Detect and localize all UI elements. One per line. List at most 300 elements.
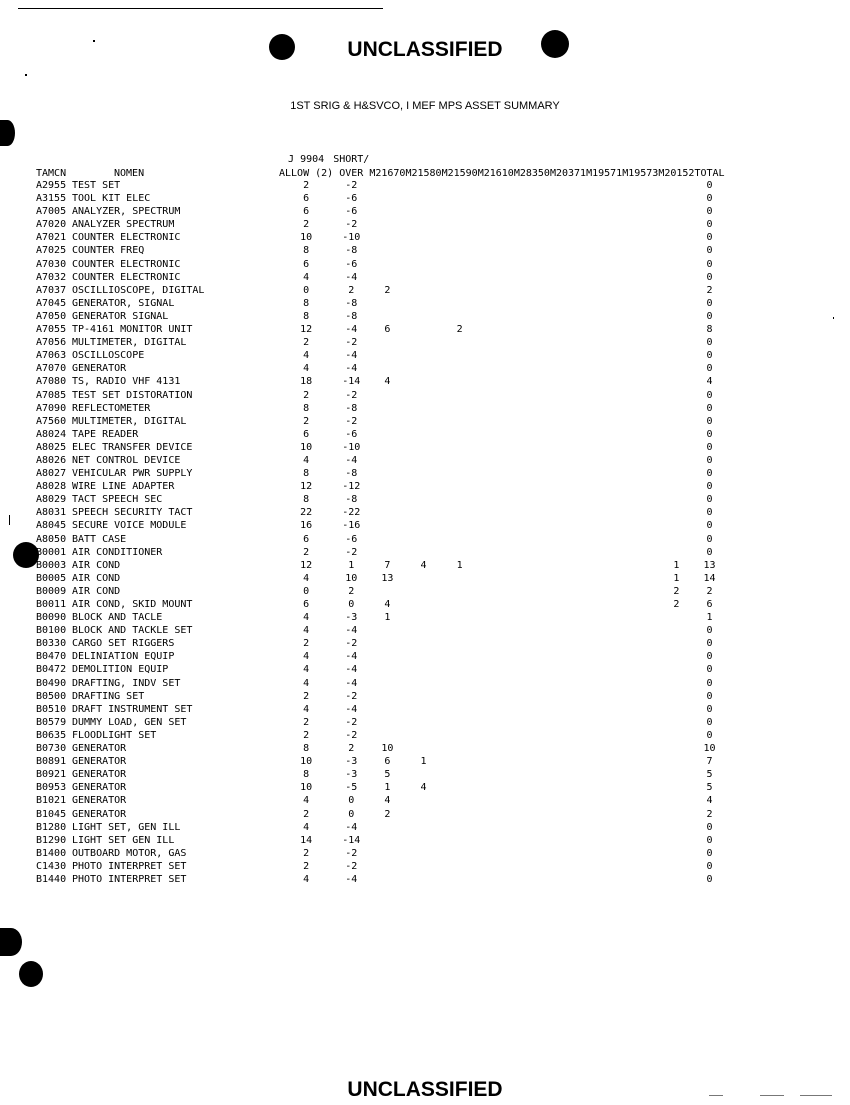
total-cell: 0: [706, 873, 713, 885]
m21580-cell: [405, 769, 441, 782]
m21580-cell: [405, 586, 441, 599]
short-over-cell: -4: [345, 821, 358, 833]
m28350-cell: [514, 298, 550, 311]
m19573-cell: [622, 219, 658, 232]
total-cell: 0: [706, 651, 713, 663]
m28350-cell: [514, 756, 550, 769]
m21580-cell: [405, 193, 441, 206]
nomen-cell: PHOTO INTERPRET SET: [72, 873, 187, 885]
m21610-cell: [478, 337, 514, 350]
m21670-cell: 2: [384, 284, 391, 296]
header-m20152: M20152: [658, 167, 695, 179]
short-over-cell: -8: [345, 402, 358, 414]
m21670-cell: 6: [384, 324, 391, 336]
total-cell: 4: [706, 795, 713, 807]
short-over-cell: -2: [345, 415, 358, 427]
tamcn-cell: B1400: [36, 847, 67, 859]
m21670-cell: 6: [384, 756, 391, 768]
table-row: [36, 429, 725, 442]
m21610-cell: [478, 324, 514, 337]
m20371-cell: [550, 403, 586, 416]
nomen-cell: BLOCK AND TACLE: [72, 612, 163, 624]
m21590-cell: [442, 573, 478, 586]
m20371-cell: [550, 612, 586, 625]
table-row: [36, 861, 725, 874]
m21670-cell: [369, 481, 405, 494]
allow-cell: 6: [303, 258, 310, 270]
table-row: [36, 534, 725, 547]
m21580-cell: [405, 259, 441, 272]
short-over-cell: -8: [345, 468, 358, 480]
m19573-cell: [622, 468, 658, 481]
m20152-cell: [658, 717, 694, 730]
m21580-cell: [405, 285, 441, 298]
m21610-cell: [478, 599, 514, 612]
m21670-cell: [369, 416, 405, 429]
m21610-cell: [478, 520, 514, 533]
m20152-cell: [658, 520, 694, 533]
m21670-cell: 2: [384, 808, 391, 820]
short-over-cell: -4: [345, 324, 358, 336]
nomen-cell: MULTIMETER, DIGITAL: [72, 415, 187, 427]
m19571-cell: [586, 298, 622, 311]
table-row: [36, 717, 725, 730]
short-over-cell: 1: [348, 559, 355, 571]
m21580-cell: [405, 337, 441, 350]
allow-cell: 12: [300, 481, 313, 493]
m21590-cell: [442, 416, 478, 429]
m21670-cell: [369, 180, 405, 193]
tamcn-cell: B1021: [36, 795, 67, 807]
m20152-cell: [658, 743, 694, 756]
tamcn-cell: A7025: [36, 245, 67, 257]
m21670-cell: [369, 403, 405, 416]
m19573-cell: [622, 730, 658, 743]
table-row: [36, 874, 725, 887]
m20371-cell: [550, 534, 586, 547]
m21610-cell: [478, 704, 514, 717]
m21590-cell: [442, 259, 478, 272]
m19573-cell: [622, 285, 658, 298]
m28350-cell: [514, 664, 550, 677]
allow-cell: 2: [303, 690, 310, 702]
m21590-cell: [442, 219, 478, 232]
m19571-cell: [586, 324, 622, 337]
m21610-cell: [478, 390, 514, 403]
m20371-cell: [550, 691, 586, 704]
allow-cell: 14: [300, 834, 313, 846]
m21610-cell: [478, 848, 514, 861]
m20152-cell: [658, 298, 694, 311]
m20371-cell: [550, 822, 586, 835]
m20371-cell: [550, 259, 586, 272]
total-cell: 0: [706, 507, 713, 519]
m21580-cell: [405, 298, 441, 311]
m20152-cell: [658, 390, 694, 403]
m20371-cell: [550, 664, 586, 677]
m21670-cell: [369, 193, 405, 206]
m21670-cell: [369, 730, 405, 743]
short-over-cell: -2: [345, 716, 358, 728]
m28350-cell: [514, 625, 550, 638]
nomen-cell: GENERATOR: [72, 808, 127, 820]
m21610-cell: [478, 638, 514, 651]
m21590-cell: [442, 520, 478, 533]
m21610-cell: [478, 625, 514, 638]
total-cell: 0: [706, 847, 713, 859]
short-over-cell: -2: [345, 180, 358, 191]
tamcn-cell: B0005: [36, 572, 67, 584]
m20152-cell: [658, 835, 694, 848]
m19573-cell: [622, 795, 658, 808]
m20371-cell: [550, 717, 586, 730]
m21590-cell: [442, 678, 478, 691]
nomen-cell: DRAFTING, INDV SET: [72, 677, 181, 689]
tamcn-cell: B0090: [36, 612, 67, 624]
allow-cell: 12: [300, 324, 313, 336]
total-cell: 0: [706, 428, 713, 440]
short-over-cell: -14: [342, 376, 361, 388]
m19573-cell: [622, 599, 658, 612]
m19571-cell: [586, 350, 622, 363]
m21610-cell: [478, 245, 514, 258]
allow-cell: 6: [303, 533, 310, 545]
m28350-cell: [514, 599, 550, 612]
m19571-cell: [586, 455, 622, 468]
allow-cell: 4: [303, 612, 310, 624]
m19571-cell: [586, 285, 622, 298]
tamcn-cell: B0472: [36, 664, 67, 676]
table-row: [36, 520, 725, 533]
m19571-cell: [586, 494, 622, 507]
m20371-cell: [550, 481, 586, 494]
total-cell: 10: [703, 743, 716, 755]
m21580-cell: [405, 520, 441, 533]
tamcn-cell: A2955: [36, 180, 67, 191]
m21580-cell: [405, 795, 441, 808]
m21580-cell: [405, 468, 441, 481]
short-over-cell: -4: [345, 677, 358, 689]
nomen-cell: AIR COND: [72, 572, 121, 584]
m21670-cell: [369, 219, 405, 232]
allow-cell: 4: [303, 271, 310, 283]
m21670-cell: [369, 363, 405, 376]
allow-cell: 2: [303, 847, 310, 859]
m19571-cell: [586, 259, 622, 272]
m20152-cell: [658, 874, 694, 887]
m20152-cell: 1: [673, 572, 680, 584]
nomen-cell: BLOCK AND TACKLE SET: [72, 625, 193, 637]
m20371-cell: [550, 730, 586, 743]
m21590-cell: [442, 586, 478, 599]
m19571-cell: [586, 429, 622, 442]
m19571-cell: [586, 481, 622, 494]
m21580-cell: [405, 376, 441, 389]
m28350-cell: [514, 520, 550, 533]
m21580-cell: [405, 442, 441, 455]
m21590-cell: [442, 822, 478, 835]
short-over-cell: -2: [345, 219, 358, 231]
total-cell: 2: [706, 808, 713, 820]
table-row: [36, 678, 725, 691]
m21590-cell: [442, 298, 478, 311]
short-over-cell: -8: [345, 245, 358, 257]
m21580-cell: [405, 691, 441, 704]
m21610-cell: [478, 861, 514, 874]
m28350-cell: [514, 429, 550, 442]
m21580-cell: [405, 363, 441, 376]
m20152-cell: [658, 664, 694, 677]
header-allow-line1: J 9904: [288, 153, 325, 165]
m21590-cell: [442, 835, 478, 848]
total-cell: 0: [706, 729, 713, 741]
table-row: [36, 285, 725, 298]
header-row-1: [36, 153, 725, 166]
m20371-cell: [550, 520, 586, 533]
total-cell: 0: [706, 468, 713, 480]
m20371-cell: [550, 416, 586, 429]
total-cell: 0: [706, 638, 713, 650]
m21580-cell: [405, 272, 441, 285]
m20152-cell: [658, 612, 694, 625]
total-cell: 0: [706, 625, 713, 637]
m20371-cell: [550, 232, 586, 245]
m28350-cell: [514, 651, 550, 664]
short-over-cell: 2: [348, 284, 355, 296]
m19571-cell: [586, 468, 622, 481]
m28350-cell: [514, 390, 550, 403]
allow-cell: 4: [303, 454, 310, 466]
m20371-cell: [550, 468, 586, 481]
m21580-cell: [405, 743, 441, 756]
nomen-cell: LIGHT SET GEN ILL: [72, 834, 175, 846]
short-over-cell: 0: [348, 795, 355, 807]
tamcn-cell: A7050: [36, 310, 67, 322]
m19571-cell: [586, 848, 622, 861]
m21670-cell: [369, 507, 405, 520]
m21590-cell: [442, 429, 478, 442]
table-row: [36, 507, 725, 520]
total-cell: 0: [706, 546, 713, 558]
short-over-cell: -8: [345, 310, 358, 322]
nomen-cell: TAPE READER: [72, 428, 139, 440]
header-row-2: [36, 166, 725, 180]
allow-cell: 2: [303, 860, 310, 872]
m21610-cell: [478, 180, 514, 193]
m28350-cell: [514, 717, 550, 730]
m21610-cell: [478, 612, 514, 625]
short-over-cell: -12: [342, 481, 361, 493]
m19573-cell: [622, 232, 658, 245]
table-row: [36, 743, 725, 756]
short-over-cell: -22: [342, 507, 361, 519]
m21580-cell: [405, 664, 441, 677]
m19573-cell: [622, 678, 658, 691]
total-cell: 13: [703, 559, 716, 571]
m19571-cell: [586, 416, 622, 429]
m21580-cell: [405, 704, 441, 717]
m20371-cell: [550, 756, 586, 769]
m21590-cell: [442, 363, 478, 376]
m20152-cell: [658, 416, 694, 429]
m21590-cell: [442, 390, 478, 403]
short-over-cell: -4: [345, 625, 358, 637]
m20371-cell: [550, 809, 586, 822]
allow-cell: 6: [303, 206, 310, 218]
allow-cell: 22: [300, 507, 313, 519]
m20371-cell: [550, 638, 586, 651]
scan-speck: [833, 317, 834, 319]
short-over-cell: -2: [345, 860, 358, 872]
m21580-cell: [405, 324, 441, 337]
tamcn-cell: A7063: [36, 350, 67, 362]
total-cell: 0: [706, 232, 713, 244]
table-row: [36, 350, 725, 363]
m21670-cell: [369, 259, 405, 272]
m21670-cell: 10: [381, 743, 394, 755]
total-cell: 7: [706, 756, 713, 768]
m20371-cell: [550, 390, 586, 403]
m19571-cell: [586, 534, 622, 547]
m21610-cell: [478, 429, 514, 442]
m21590-cell: [442, 769, 478, 782]
allow-cell: 2: [303, 180, 310, 191]
m21670-cell: [369, 206, 405, 219]
m28350-cell: [514, 573, 550, 586]
m19571-cell: [586, 520, 622, 533]
allow-cell: 4: [303, 363, 310, 375]
m21670-cell: [369, 547, 405, 560]
m19571-cell: [586, 547, 622, 560]
m21610-cell: [478, 573, 514, 586]
m20371-cell: [550, 782, 586, 795]
tamcn-cell: B0003: [36, 559, 67, 571]
m19571-cell: [586, 599, 622, 612]
m20152-cell: [658, 350, 694, 363]
m19573-cell: [622, 874, 658, 887]
m21590-cell: [442, 442, 478, 455]
tamcn-cell: A8025: [36, 441, 67, 453]
m21610-cell: [478, 416, 514, 429]
allow-cell: 2: [303, 219, 310, 231]
m20152-cell: [658, 455, 694, 468]
short-over-cell: 2: [348, 585, 355, 597]
table-row: [36, 324, 725, 337]
m20152-cell: 2: [673, 599, 680, 610]
m21580-cell: [405, 534, 441, 547]
table-row: [36, 193, 725, 206]
short-over-cell: -3: [345, 612, 358, 624]
short-over-cell: -3: [345, 756, 358, 768]
m19573-cell: [622, 756, 658, 769]
tamcn-cell: A7085: [36, 389, 67, 401]
m21580-cell: [405, 638, 441, 651]
nomen-cell: SECURE VOICE MODULE: [72, 520, 187, 532]
nomen-cell: AIR COND: [72, 559, 121, 571]
m28350-cell: [514, 272, 550, 285]
m21670-cell: 4: [384, 599, 391, 610]
m21590-cell: [442, 861, 478, 874]
table-row: [36, 769, 725, 782]
m21670-cell: [369, 717, 405, 730]
header-nomen: NOMEN: [114, 167, 145, 179]
m19573-cell: [622, 481, 658, 494]
m20371-cell: [550, 678, 586, 691]
m19573-cell: [622, 534, 658, 547]
m21580-cell: [405, 455, 441, 468]
tamcn-cell: B1045: [36, 808, 67, 820]
m21610-cell: [478, 403, 514, 416]
total-cell: 0: [706, 206, 713, 218]
total-cell: 0: [706, 821, 713, 833]
m28350-cell: [514, 416, 550, 429]
m21670-cell: [369, 678, 405, 691]
m21590-cell: [442, 625, 478, 638]
m19571-cell: [586, 560, 622, 573]
m21580-cell: [405, 651, 441, 664]
m20371-cell: [550, 324, 586, 337]
m28350-cell: [514, 455, 550, 468]
header-m20371: M20371: [549, 167, 587, 179]
nomen-cell: PHOTO INTERPRET SET: [72, 860, 187, 872]
nomen-cell: TEST SET DISTORATION: [72, 389, 193, 401]
m19571-cell: [586, 272, 622, 285]
short-over-cell: -4: [345, 271, 358, 283]
short-over-cell: 10: [345, 572, 358, 584]
allow-cell: 0: [303, 284, 310, 296]
m21670-cell: 7: [384, 559, 391, 571]
m20152-cell: [658, 795, 694, 808]
short-over-cell: -2: [345, 389, 358, 401]
m21610-cell: [478, 651, 514, 664]
m21610-cell: [478, 259, 514, 272]
short-over-cell: -4: [345, 454, 358, 466]
header-short-line1: SHORT/: [333, 153, 370, 165]
m21580-cell: [405, 403, 441, 416]
tamcn-cell: A8028: [36, 481, 67, 493]
header-m28350: M28350: [513, 167, 550, 179]
allow-cell: 4: [303, 350, 310, 362]
tamcn-cell: B0011: [36, 599, 67, 610]
m20152-cell: [658, 429, 694, 442]
classification-banner-top: UNCLASSIFIED: [347, 38, 503, 61]
tamcn-cell: B0100: [36, 625, 67, 637]
nomen-cell: COUNTER FREQ: [72, 245, 145, 257]
table-row: [36, 612, 725, 625]
short-over-cell: -5: [345, 782, 358, 794]
scan-speck: [9, 515, 10, 525]
tamcn-cell: A7020: [36, 219, 67, 231]
m21580-cell: [405, 416, 441, 429]
total-cell: 0: [706, 834, 713, 846]
total-cell: 0: [706, 219, 713, 231]
m21580-cell: [405, 625, 441, 638]
m21670-cell: [369, 638, 405, 651]
m21580-cell: [405, 573, 441, 586]
total-cell: 0: [706, 677, 713, 689]
m21670-cell: [369, 874, 405, 887]
m21590-cell: [442, 285, 478, 298]
m21590-cell: [442, 272, 478, 285]
table-row: [36, 835, 725, 848]
tamcn-cell: C1430: [36, 860, 67, 872]
table-row: [36, 403, 725, 416]
total-cell: 0: [706, 193, 713, 205]
m21580-cell: [405, 390, 441, 403]
m21670-cell: [369, 311, 405, 324]
total-cell: 0: [706, 258, 713, 270]
m20371-cell: [550, 743, 586, 756]
